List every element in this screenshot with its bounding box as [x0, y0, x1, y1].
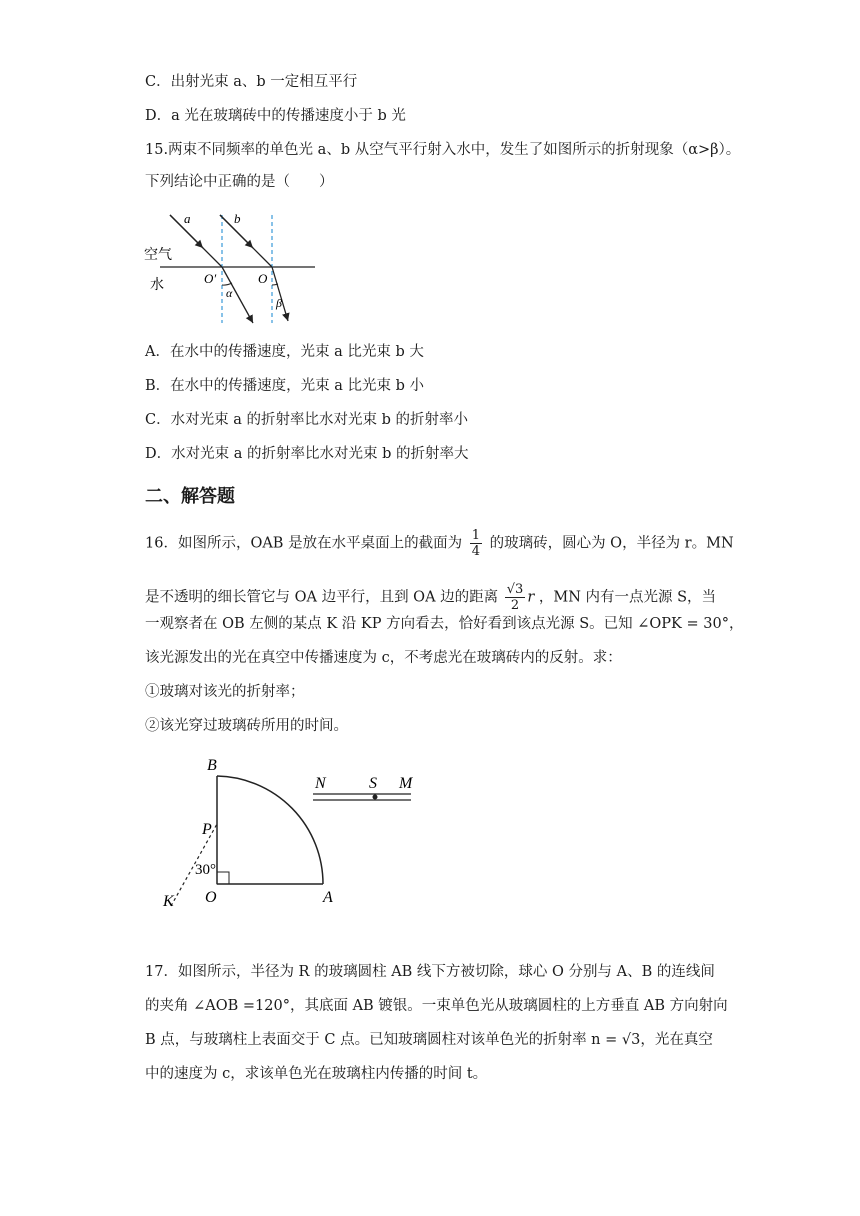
q14-option-c: C．出射光束 a、b 一定相互平行: [145, 74, 358, 90]
q17-line4: 中的速度为 c，求该单色光在玻璃柱内传播的时间 t。: [145, 1066, 488, 1082]
label-k: K: [163, 893, 174, 910]
label-alpha: α: [226, 286, 233, 300]
arc-ab: [217, 776, 323, 884]
light-source-s: [373, 795, 378, 800]
label-m: M: [399, 775, 413, 792]
label-angle-30: 30°: [195, 862, 216, 878]
label-n: N: [315, 775, 326, 792]
label-a: A: [323, 889, 333, 906]
q16-line2: 是不透明的细长管它与 OA 边平行，且到 OA 边的距离 $\frac{√3}{2}$ r ，MN 内有一点光源 S，当: [145, 582, 717, 613]
label-a: a: [184, 211, 191, 226]
fraction-sqrt3-over-2: $\frac{√3}{2}$: [506, 582, 524, 613]
label-p: P: [202, 821, 212, 838]
q14-option-d: D．a 光在玻璃砖中的传播速度小于 b 光: [145, 108, 406, 124]
q15-stem-line2: 下列结论中正确的是（ ）: [145, 174, 334, 190]
right-angle-mark: [217, 872, 229, 884]
label-s: S: [369, 775, 377, 792]
section-title: 二、解答题: [145, 486, 235, 507]
label-beta: β: [276, 296, 282, 310]
q15-option-c: C．水对光束 a 的折射率比水对光束 b 的折射率小: [145, 412, 468, 428]
label-air: 空气: [144, 248, 172, 263]
refracted-ray-b: [272, 267, 288, 321]
q16-line4: 该光源发出的光在真空中传播速度为 c，不考虑光在玻璃砖内的反射。求：: [145, 650, 622, 666]
label-b: B: [207, 757, 217, 774]
q15-option-a: A．在水中的传播速度，光束 a 比光束 b 大: [145, 344, 424, 360]
label-o-prime: O′: [204, 271, 217, 286]
label-o: O: [205, 889, 217, 906]
q16-quarter-circle-figure: [155, 750, 430, 915]
label-water: 水: [150, 278, 164, 293]
q15-option-d: D．水对光束 a 的折射率比水对光束 b 的折射率大: [145, 446, 469, 462]
q17-line3: B 点，与玻璃柱上表面交于 C 点。已知玻璃圆柱对该单色光的折射率 n = √3，光在真空: [145, 1032, 713, 1048]
q16-line3: 一观察者在 OB 左侧的某点 K 沿 KP 方向看去，恰好看到该点光源 S。已知 ∠OPK = 30°，: [145, 616, 744, 632]
label-o: O: [258, 271, 268, 286]
q16-item2: ②该光穿过玻璃砖所用的时间。: [145, 718, 348, 734]
q16-item1: ①玻璃对该光的折射率；: [145, 684, 305, 700]
q17-line2: 的夹角 ∠AOB =120°，其底面 AB 镀银。一束单色光从玻璃圆柱的上方垂直 AB 方向射向: [145, 998, 728, 1014]
label-b: b: [234, 211, 241, 226]
q15-stem-line1: 15.两束不同频率的单色光 a、b 从空气平行射入水中，发生了如图所示的折射现象（α>β）。: [145, 142, 741, 158]
q15-refraction-figure: [140, 205, 330, 330]
q16-line1: 16．如图所示，OAB 是放在水平桌面上的截面为 $\frac{1}{4}$ 的玻璃砖，圆心为 O，半径为 r。MN: [145, 528, 734, 559]
fraction-one-quarter: $\frac{1}{4}$: [471, 528, 480, 559]
q17-line1: 17．如图所示，半径为 R 的玻璃圆柱 AB 线下方被切除，球心 O 分别与 A、B 的连线间: [145, 964, 715, 980]
q15-option-b: B．在水中的传播速度，光束 a 比光束 b 小: [145, 378, 425, 394]
